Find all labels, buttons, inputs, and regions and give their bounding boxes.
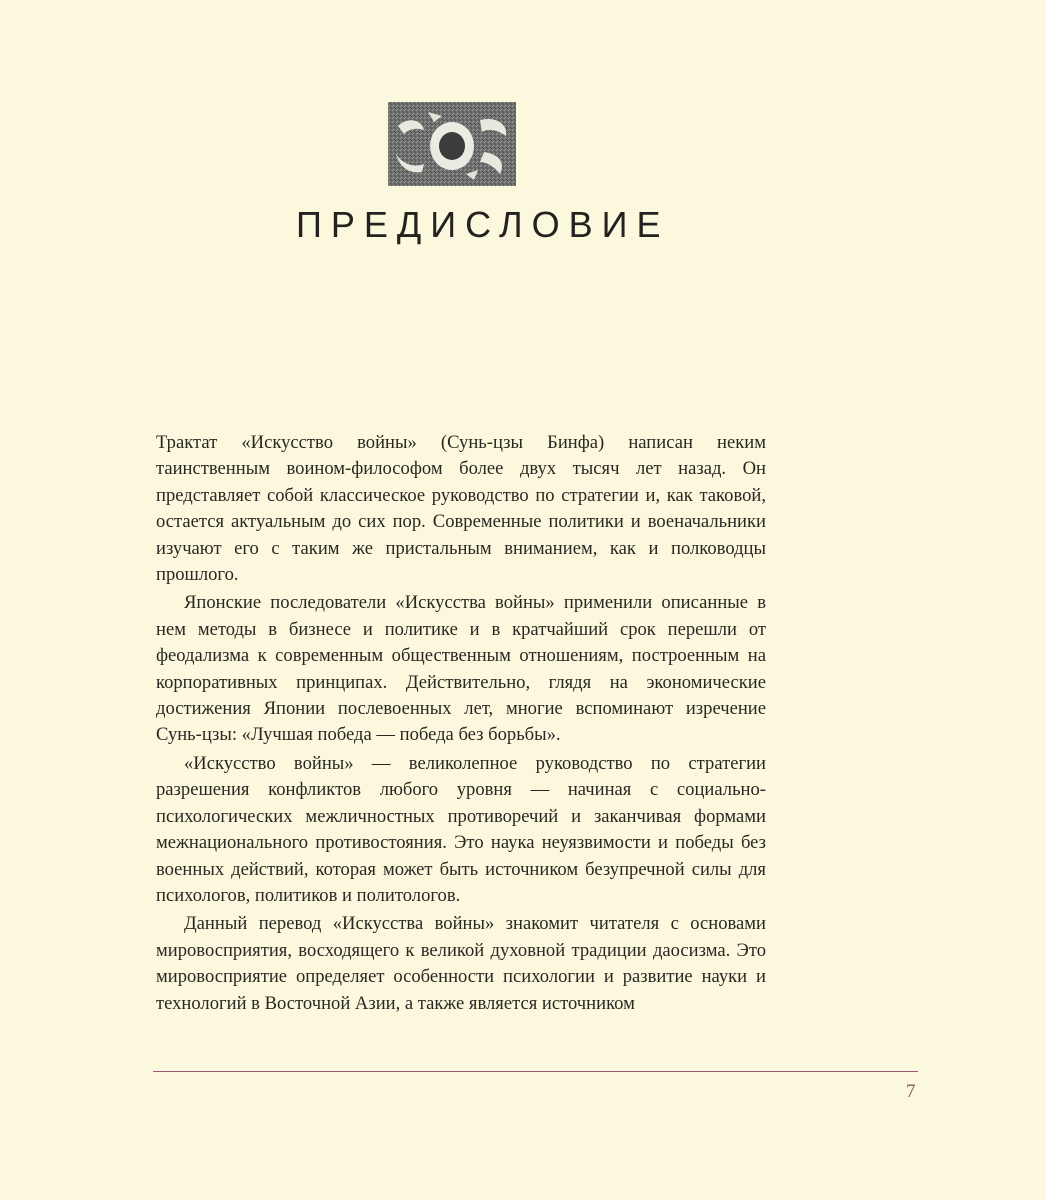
body-text <box>156 430 766 1017</box>
paragraph-1: Трактат «Искусство войны» (Сунь-цзы Бинфа) написан неким таинственным воином-философом более двух тысяч лет назад. Он представляет собой классическое руководство по стратегии и, как таковой, остается актуальным до сих пор. Современные политики и военачальники изучают его с таким же пристальным вниманием, как и полководцы прошлого. <box>156 432 766 586</box>
footer-rule <box>153 1071 918 1072</box>
paragraph-4: Данный перевод «Искусства войны» знакомит читателя с основами мировосприятия, восходящего к великой духовной традиции даосизма. Это мировосприятие определяет особенности психологии и развитие науки и технологий в Восточной Азии, а также является источником <box>156 913 766 1014</box>
chapter-title: ПРЕДИСЛОВИЕ <box>296 204 670 245</box>
page-number: 7 <box>906 1081 916 1102</box>
paragraph-3: «Искусство войны» — великолепное руководство по стратегии разрешения конфликтов любого уровня — начиная с социально-психологических межличностных противоречий и заканчивая формами межнационального противостояния. Это наука неуязвимости и победы без военных действий, которая может быть источником безупречной силы для психологов, политиков и политологов. <box>156 752 766 906</box>
chapter-emblem-seal-icon <box>388 102 516 186</box>
paragraph-2: Японские последователи «Искусства войны» применили описанные в нем методы в бизнесе и политике и в кратчайший срок перешли от феодализма к современным общественным отношениям, построенным на корпоративных принципах. Действительно, глядя на экономические достижения Японии послевоенных лет, многие вспоминают изречение Сунь-цзы: «Лучшая победа — победа без борьбы». <box>156 592 766 746</box>
